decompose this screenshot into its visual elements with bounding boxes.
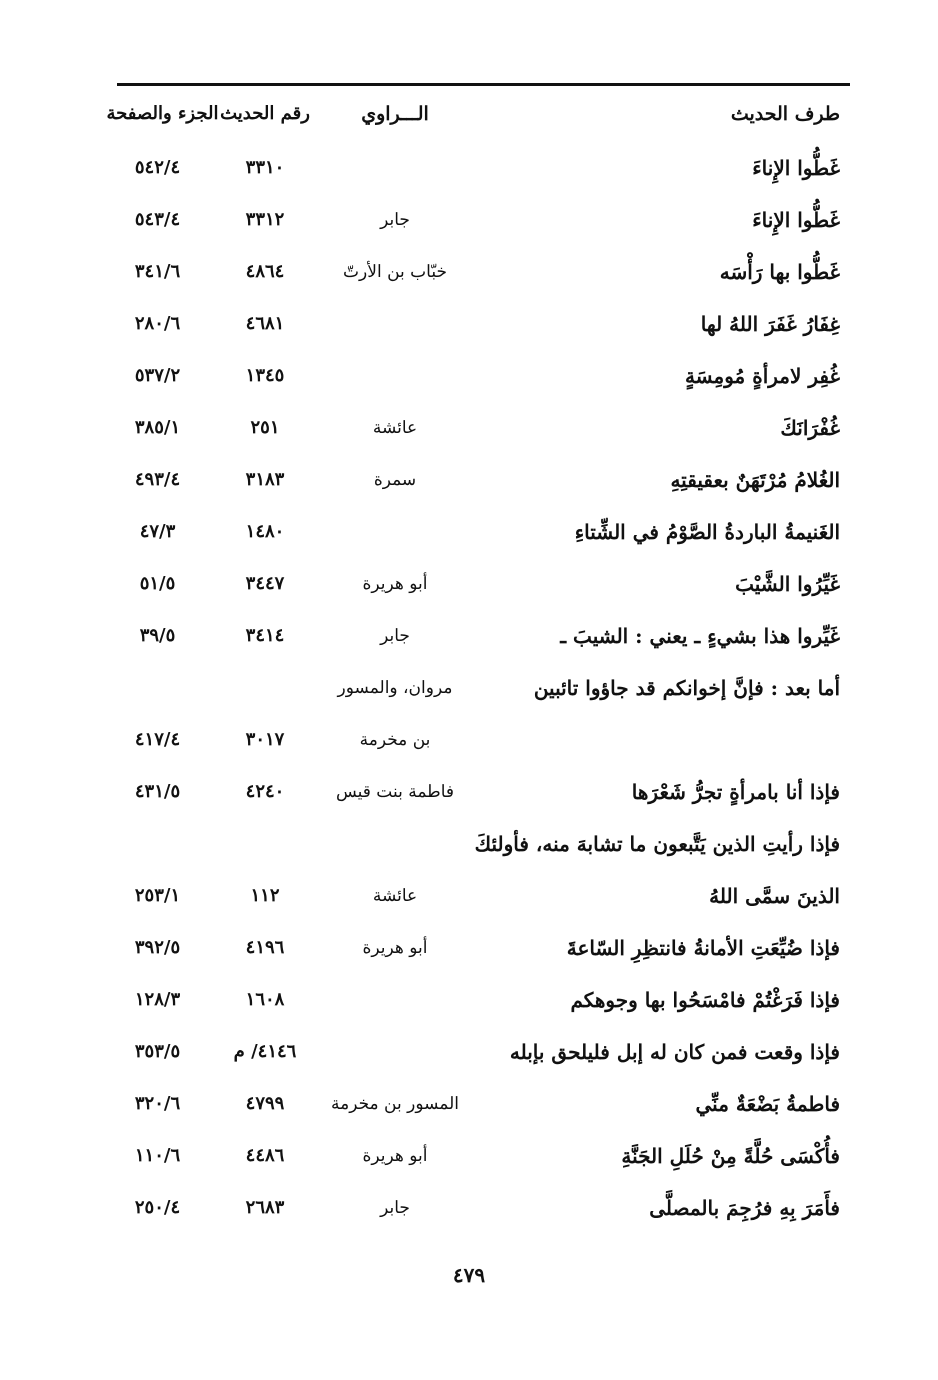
volume-page: ٥١/٥: [139, 573, 176, 594]
volume-page: ٤١٧/٤: [134, 729, 181, 750]
narrator: المسور بن مخرمة: [330, 1094, 460, 1114]
table-row: [105, 142, 850, 194]
hadith-text: الغَنيمةُ الباردةُ الصَّوْمُ في الشِّتاءِ: [574, 520, 840, 544]
hadith-number: ١٦٠٨: [245, 989, 285, 1010]
hadith-text: فاطمةُ بَضْعَةٌ منِّي: [695, 1092, 840, 1116]
narrator: عائشة: [372, 418, 418, 438]
hadith-number: ٣١٨٣: [245, 469, 285, 490]
table-row: [105, 402, 850, 454]
table-row: [105, 818, 850, 870]
narrator: جابر: [380, 210, 410, 230]
header-narrator: الـــراوي: [361, 103, 429, 125]
hadith-number: ٤٦٨١: [245, 313, 285, 334]
hadith-number: ٤٢٤٠: [245, 781, 285, 802]
table-row: [105, 194, 850, 246]
hadith-text: فإذا أنا بامرأةٍ تجرُّ شَعْرَها: [631, 780, 840, 804]
hadith-text: غُفِر لامرأةٍ مُومِسَةٍ: [684, 364, 840, 388]
table-row: [105, 662, 850, 714]
table-row: [105, 506, 850, 558]
hadith-number: ١٤٨٠: [245, 521, 285, 542]
header-hadith-number: رقم الحديث: [220, 103, 310, 124]
narrator: بن مخرمة: [359, 730, 431, 750]
volume-page: ٤٧/٣: [139, 521, 176, 542]
hadith-text: غِفَارُ غَفَرَ اللهُ لها: [700, 312, 840, 336]
hadith-number: ٤٧٩٩: [245, 1093, 285, 1114]
hadith-text: الذينَ سمَّى اللهُ: [709, 884, 840, 908]
table-body: [105, 142, 850, 1234]
hadith-text: غُفْرَانَكَ: [780, 416, 840, 440]
narrator: فاطمة بنت قيس: [335, 782, 455, 802]
table-row: [105, 1182, 850, 1234]
hadith-index-table: [105, 86, 850, 1234]
hadith-text: الغُلامُ مُرْتَهَنٌ بعقيقتِهِ: [670, 468, 840, 492]
hadith-number: ٣٤٤٧: [245, 573, 285, 594]
hadith-text: فإذا ضُيِّعَتِ الأمانةُ فانتظِرِ السّاعةَ: [566, 936, 840, 960]
volume-page: ٣٨٥/١: [134, 417, 181, 438]
hadith-number: ٣٠١٧: [245, 729, 285, 750]
hadith-text: أما بعد : فإنَّ إخوانكم قد جاؤوا تائبين: [533, 676, 840, 700]
volume-page: ٣٩٢/٥: [134, 937, 181, 958]
table-row: [105, 298, 850, 350]
hadith-text: غَطُّوا بها رَأْسَه: [719, 260, 840, 284]
table-row: [105, 454, 850, 506]
table-row: [105, 246, 850, 298]
hadith-text: غَطُّوا الإِناءَ: [752, 156, 840, 180]
volume-page: ١٢٨/٣: [134, 989, 181, 1010]
volume-page: ٥٤٢/٤: [134, 157, 181, 178]
hadith-text: فإذا رأيتِ الذين يَتَّبعون ما تشابهَ منه، فأولئكَ: [474, 832, 840, 856]
narrator: سمرة: [373, 470, 417, 490]
table-row: [105, 1130, 850, 1182]
table-row: [105, 610, 850, 662]
volume-page: ٢٨٠/٦: [134, 313, 181, 334]
hadith-text: فأَمَرَ بِهِ فرُجِمَ بالمصلَّى: [649, 1196, 840, 1220]
volume-page: ٣٤١/٦: [134, 261, 181, 282]
table-row: [105, 922, 850, 974]
hadith-text: فأُكْسَى حُلَّةً مِنْ حُلَلِ الجَنَّةِ: [621, 1144, 840, 1168]
hadith-number: ٢٥١: [250, 417, 280, 438]
header-volume-page: الجزء والصفحة: [106, 103, 219, 124]
hadith-number: ٤١٤٦/ م: [233, 1041, 297, 1062]
narrator: جابر: [380, 626, 410, 646]
narrator: عائشة: [372, 886, 418, 906]
hadith-text: غَيِّرُوا الشَّيْبَ: [735, 572, 840, 596]
table-row: [105, 974, 850, 1026]
volume-page: ٤٩٣/٤: [134, 469, 181, 490]
hadith-number: ٤٨٦٤: [245, 261, 285, 282]
volume-page: ٣٩/٥: [139, 625, 176, 646]
volume-page: ٤٣١/٥: [134, 781, 181, 802]
volume-page: ٥٤٣/٤: [134, 209, 181, 230]
narrator: مروان، والمسور: [337, 678, 453, 698]
hadith-number: ٤١٩٦: [245, 937, 285, 958]
narrator: أبو هريرة: [362, 574, 428, 594]
table-row: [105, 870, 850, 922]
table-row: [105, 558, 850, 610]
table-row: [105, 1078, 850, 1130]
table-row: [105, 350, 850, 402]
hadith-text: غَيِّروا هذا بشيءٍ ـ يعني : الشيبَ ـ: [560, 624, 840, 648]
hadith-number: ٤٤٨٦: [245, 1145, 285, 1166]
hadith-text: فإذا فَرَغْتُمْ فامْسَحُوا بها وجوهكم: [570, 988, 840, 1012]
hadith-number: ٣٣١٠: [245, 157, 285, 178]
hadith-text: فإذا وقعت فمن كان له إبل فليلحق بإبله: [509, 1040, 840, 1064]
hadith-number: ١١٢: [250, 885, 280, 906]
table-row: [105, 766, 850, 818]
volume-page: ٢٥٠/٤: [134, 1197, 181, 1218]
narrator: جابر: [380, 1198, 410, 1218]
table-header: [105, 86, 850, 142]
hadith-number: ٢٦٨٣: [245, 1197, 285, 1218]
volume-page: ٢٥٣/١: [134, 885, 181, 906]
narrator: أبو هريرة: [362, 938, 428, 958]
table-row: [105, 714, 850, 766]
volume-page: ١١٠/٦: [134, 1145, 181, 1166]
narrator: أبو هريرة: [362, 1146, 428, 1166]
hadith-number: ٣٣١٢: [245, 209, 285, 230]
narrator: خبّاب بن الأرتّ: [343, 262, 447, 282]
hadith-number: ٣٤١٤: [245, 625, 285, 646]
hadith-text: غَطُّوا الإِناءَ: [752, 208, 840, 232]
hadith-number: ١٣٤٥: [245, 365, 285, 386]
volume-page: ٣٥٣/٥: [134, 1041, 181, 1062]
volume-page: ٣٢٠/٦: [134, 1093, 181, 1114]
table-row: [105, 1026, 850, 1078]
volume-page: ٥٣٧/٢: [134, 365, 181, 386]
header-hadith-text: طرف الحديث: [730, 103, 840, 125]
page-number: ٤٧٩: [452, 1263, 486, 1287]
